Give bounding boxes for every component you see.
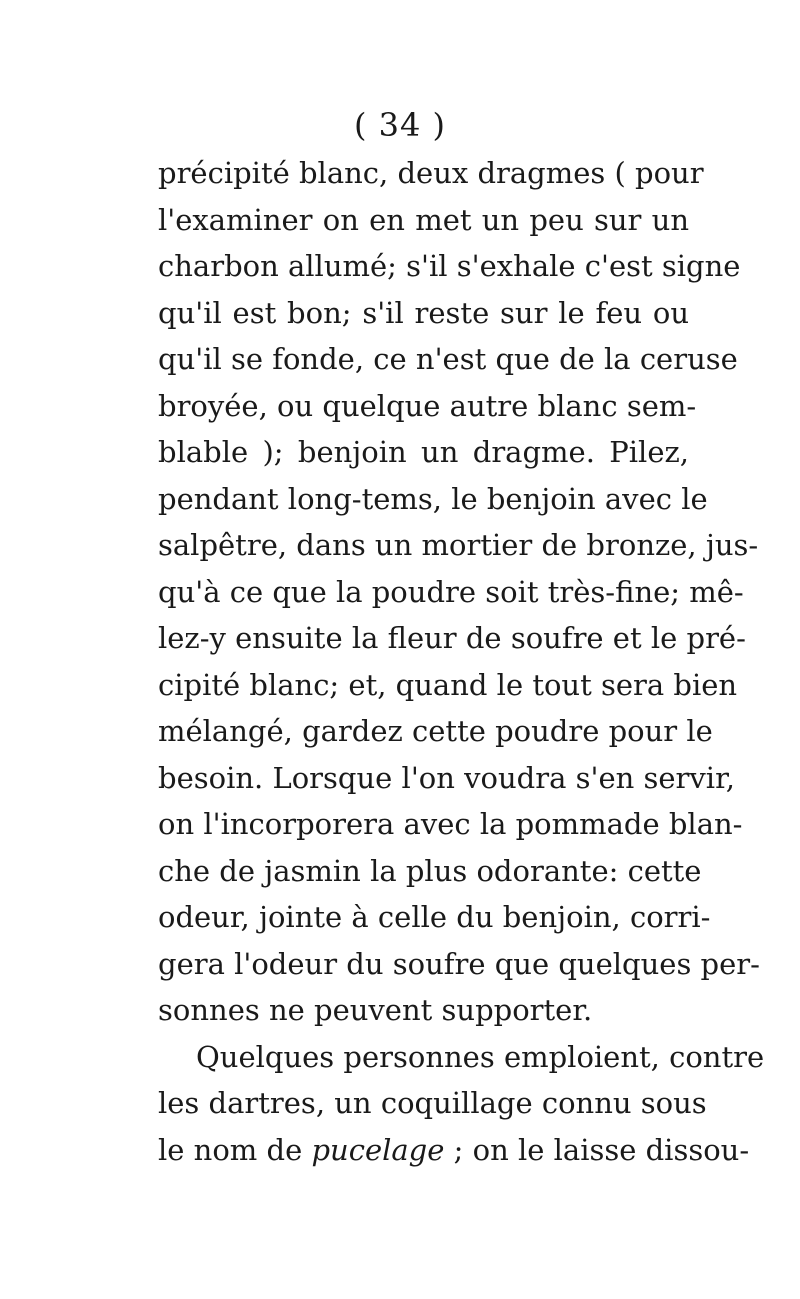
text-line-12: cipité blanc; et, quand le tout sera bien: [158, 667, 738, 702]
text-line-1: précipité blanc, deux dragmes ( pour: [158, 156, 704, 190]
text-line-2: l'examiner on en met un peu sur un: [158, 202, 689, 237]
text-line-16: che de jasmin la plus odorante: cette: [158, 853, 702, 888]
text-line-18: gera l'odeur du soufre que quelques per-: [158, 946, 760, 981]
text-line-11: lez-y ensuite la fleur de soufre et le pré-: [158, 621, 746, 655]
text-line-10: qu'à ce que la poudre soit très-fine; mê-: [158, 574, 744, 609]
text-line-17: odeur, jointe à celle du benjoin, corri-: [158, 900, 711, 934]
text-line-22-end: ; on le laisse dissou-: [453, 1132, 750, 1167]
text-line-22: [158, 1127, 750, 1174]
text-line-6: broyée, ou quelque autre blanc sem-: [158, 388, 697, 423]
text-line-3: charbon allumé; s'il s'exhale c'est signe: [158, 249, 741, 283]
text-line-9: salpêtre, dans un mortier de bronze, jus-: [158, 528, 759, 562]
text-line-7: blable ); benjoin un dragme. Pilez,: [158, 435, 689, 469]
text-line-15: on l'incorporera avec la pommade blan-: [158, 807, 743, 841]
text-line-4: qu'il est bon; s'il reste sur le feu ou: [158, 295, 689, 330]
text-line-22-start: le nom de: [158, 1132, 303, 1167]
text-line-20: Quelques personnes emploient, contre: [196, 1039, 765, 1074]
text-line-14: besoin. Lorsque l'on voudra s'en servir,: [158, 760, 735, 795]
text-line-8: pendant long-tems, le benjoin avec le: [158, 481, 708, 516]
text-line-5: qu'il se fonde, ce n'est que de la ceruse: [158, 342, 738, 376]
page-number: ( 34 ): [353, 106, 447, 144]
body-text: [158, 150, 765, 1173]
text-line-19: sonnes ne peuvent supporter.: [158, 993, 593, 1027]
italic-term: pucelage: [311, 1132, 445, 1167]
text-line-13: mélangé, gardez cette poudre pour le: [158, 714, 713, 748]
text-line-21: les dartres, un coquillage connu sous: [158, 1086, 707, 1120]
